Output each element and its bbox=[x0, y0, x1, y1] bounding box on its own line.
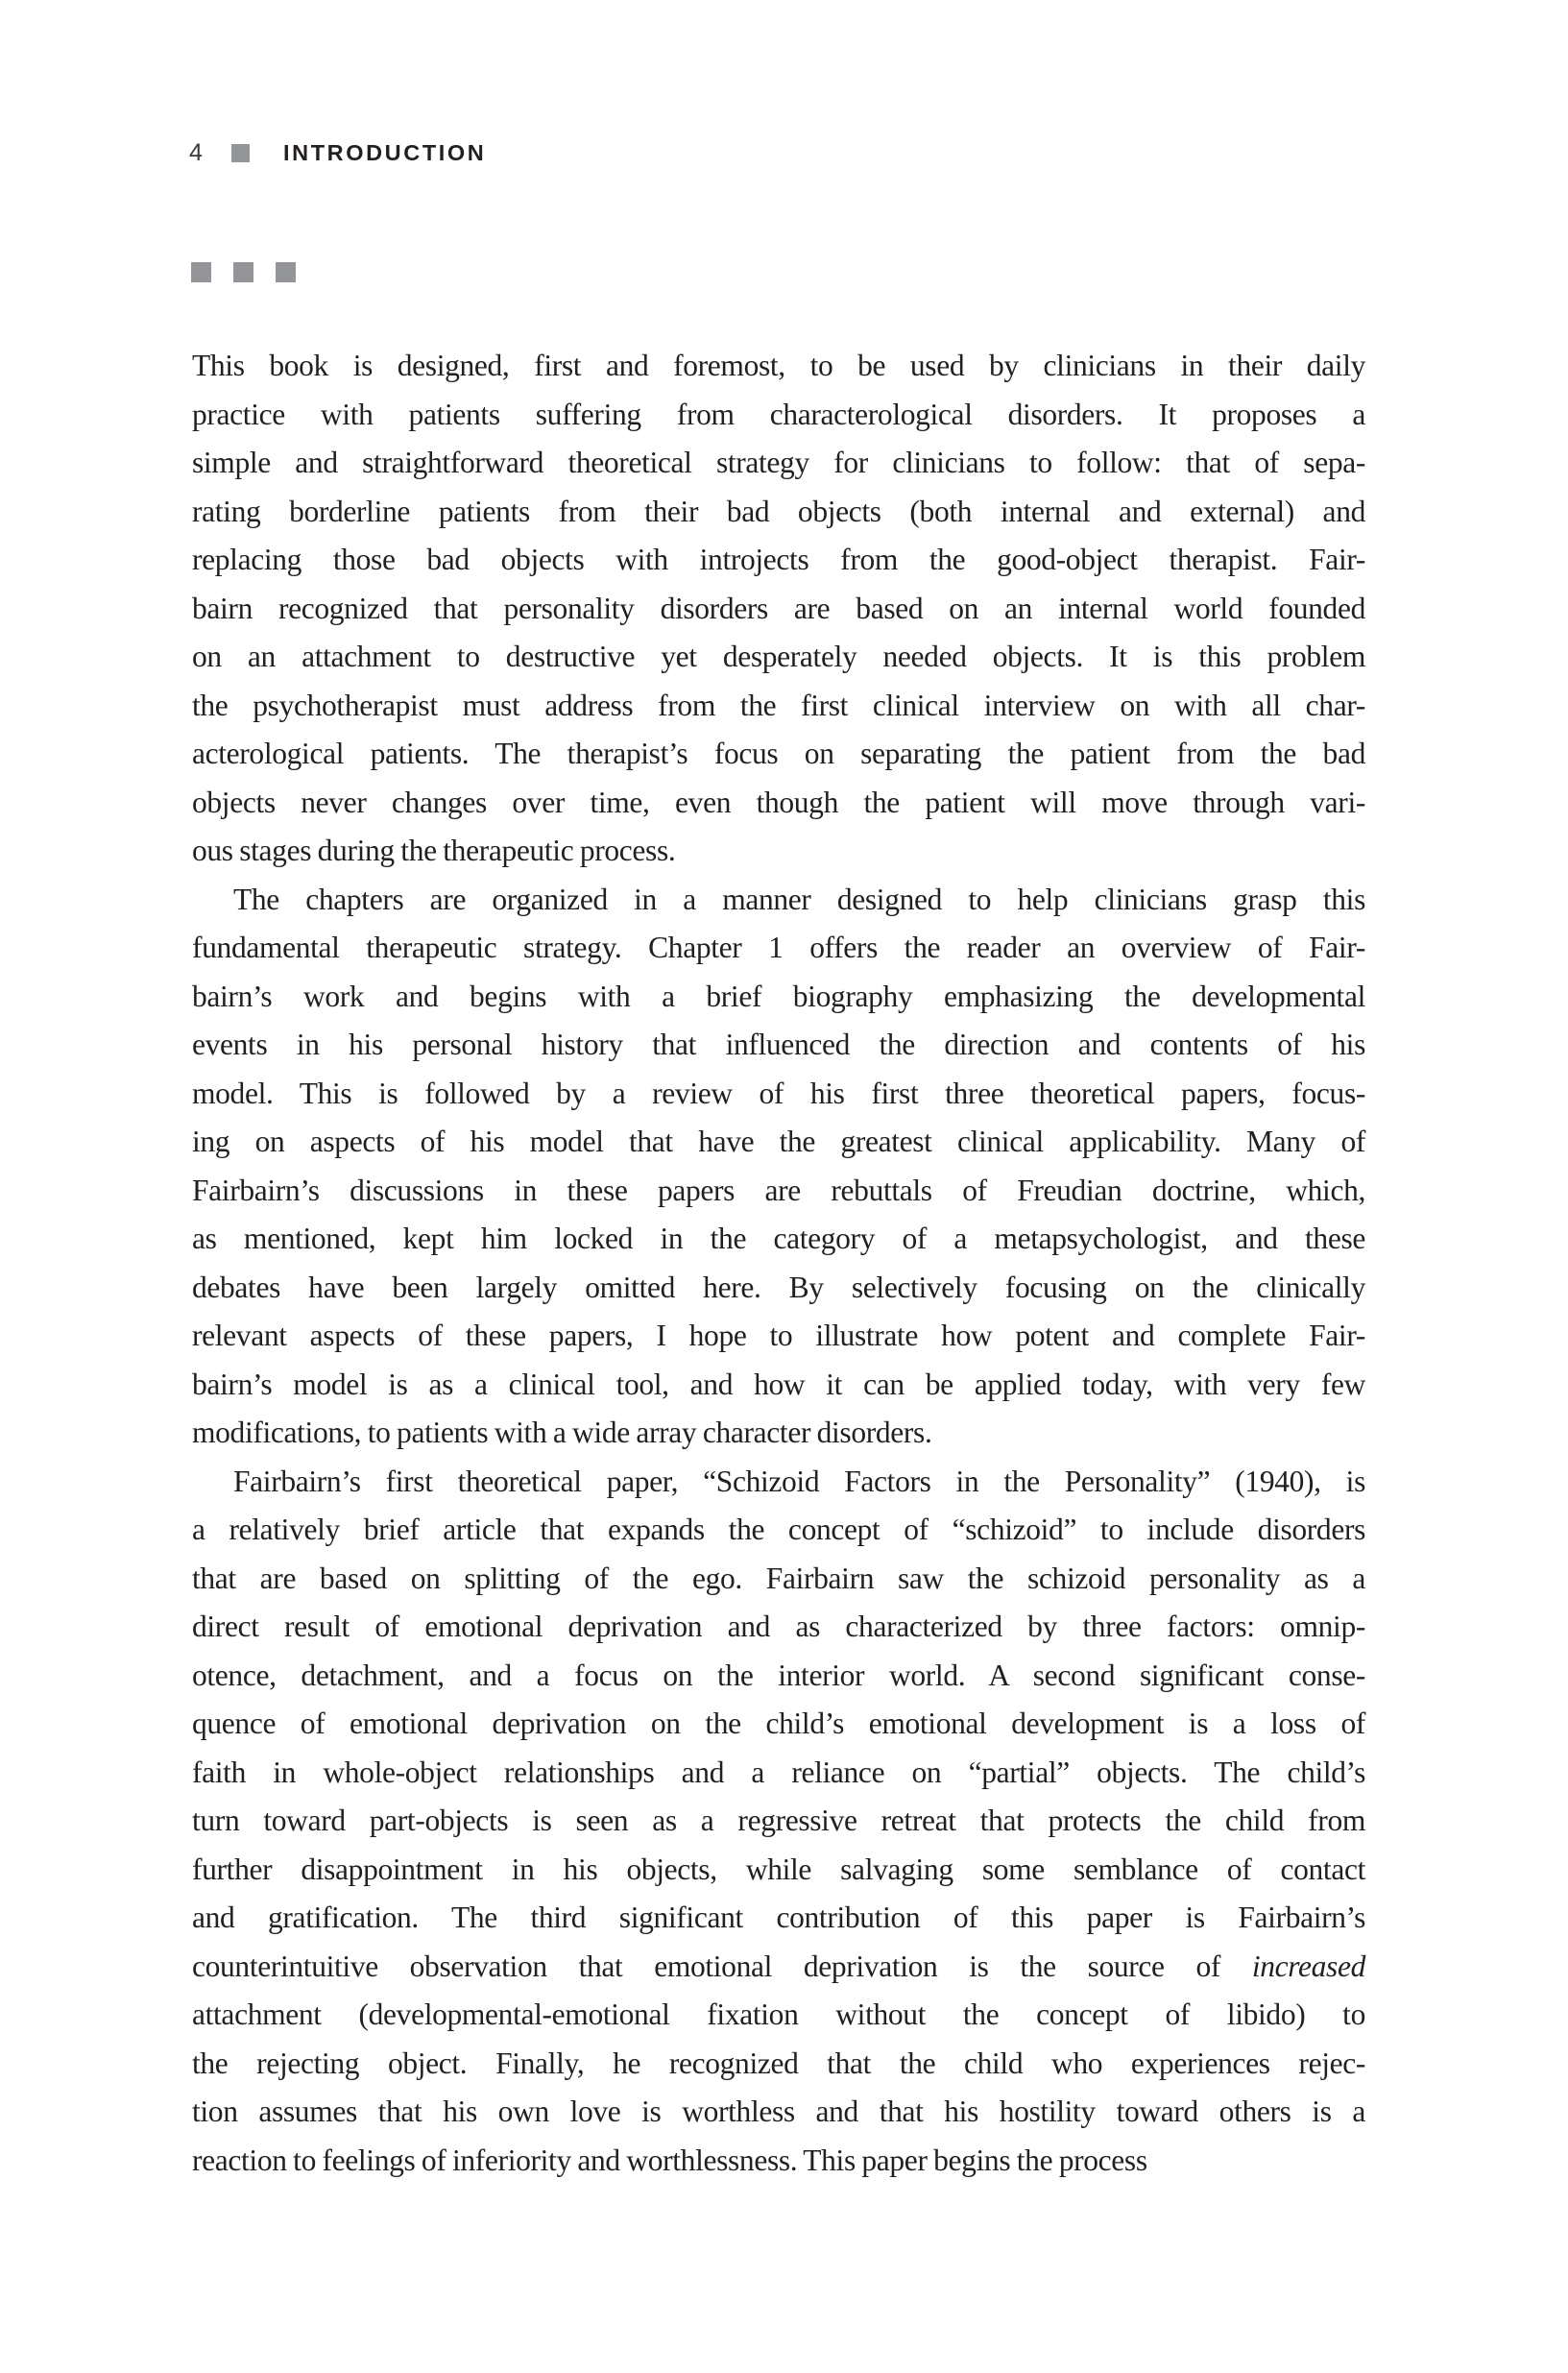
text-line bbox=[192, 1409, 1365, 1458]
text-line bbox=[192, 1555, 1365, 1604]
text-fragment: on an attachment to destructive yet desperately needed objects. It is this problem bbox=[192, 640, 1365, 673]
text-line bbox=[192, 1312, 1365, 1361]
text-fragment: counterintuitive observation that emotional deprivation is the source of bbox=[192, 1949, 1252, 1983]
text-line bbox=[192, 827, 1365, 876]
text-fragment: simple and straightforward theoretical strategy for clinicians to follow: that of sepa- bbox=[192, 446, 1365, 479]
text-fragment: the psychotherapist must address from the first clinical interview on with all char- bbox=[192, 688, 1365, 722]
running-head bbox=[189, 137, 486, 168]
text-line bbox=[192, 1458, 1365, 1507]
text-fragment: as mentioned, kept him locked in the category of a metapsychologist, and these bbox=[192, 1222, 1365, 1255]
text-fragment: ing on aspects of his model that have the greatest clinical applicability. Many of bbox=[192, 1125, 1365, 1158]
text-fragment: This book is designed, first and foremost, to be used by clinicians in their daily bbox=[192, 349, 1365, 382]
text-fragment: tion assumes that his own love is worthless and that his hostility toward others is a bbox=[192, 2095, 1365, 2128]
gray-square-icon bbox=[233, 262, 253, 282]
text-line bbox=[192, 1070, 1365, 1119]
section-break-ornament bbox=[191, 262, 296, 282]
text-fragment: practice with patients suffering from characterological disorders. It proposes a bbox=[192, 397, 1365, 431]
gray-square-icon bbox=[276, 262, 296, 282]
text-line bbox=[192, 1894, 1365, 1943]
text-line bbox=[192, 1215, 1365, 1264]
text-line bbox=[192, 1603, 1365, 1652]
text-fragment: direct result of emotional deprivation and as characterized by three factors: omnip- bbox=[192, 1610, 1365, 1643]
text-fragment: events in his personal history that influenced the direction and contents of his bbox=[192, 1028, 1365, 1061]
text-fragment: acterological patients. The therapist’s focus on separating the patient from the bad bbox=[192, 737, 1365, 770]
text-line bbox=[192, 730, 1365, 779]
text-fragment: that are based on splitting of the ego. Fairbairn saw the schizoid personality as a bbox=[192, 1561, 1365, 1595]
text-fragment: Fairbairn’s discussions in these papers are rebuttals of Freudian doctrine, which, bbox=[192, 1173, 1365, 1207]
text-line bbox=[192, 342, 1365, 391]
text-fragment: relevant aspects of these papers, I hope to illustrate how potent and complete Fair- bbox=[192, 1319, 1365, 1352]
page-number: 4 bbox=[189, 139, 203, 166]
text-fragment: a relatively brief article that expands the concept of “schizoid” to include disorders bbox=[192, 1513, 1365, 1546]
text-line bbox=[192, 1361, 1365, 1410]
text-fragment: and gratification. The third significant contribution of this paper is Fairbairn’s bbox=[192, 1901, 1365, 1934]
text-fragment: otence, detachment, and a focus on the interior world. A second significant conse- bbox=[192, 1658, 1365, 1692]
text-line bbox=[192, 439, 1365, 488]
text-line bbox=[192, 1506, 1365, 1555]
text-line bbox=[192, 973, 1365, 1022]
text-line bbox=[192, 876, 1365, 925]
text-line bbox=[192, 488, 1365, 537]
body-text bbox=[192, 342, 1365, 2185]
text-fragment: bairn recognized that personality disorders are based on an internal world founded bbox=[192, 591, 1365, 625]
text-line bbox=[192, 1943, 1365, 1992]
text-line bbox=[192, 2137, 1365, 2186]
text-line bbox=[192, 1118, 1365, 1167]
text-fragment: debates have been largely omitted here. By selectively focusing on the clinically bbox=[192, 1270, 1365, 1304]
text-line bbox=[192, 1021, 1365, 1070]
text-line bbox=[192, 585, 1365, 634]
text-line bbox=[192, 391, 1365, 440]
text-line bbox=[192, 1264, 1365, 1313]
text-fragment: fundamental therapeutic strategy. Chapter 1 offers the reader an overview of Fair- bbox=[192, 931, 1365, 964]
text-line bbox=[192, 1167, 1365, 1216]
text-fragment: attachment (developmental-emotional fixation without the concept of libido) to bbox=[192, 1998, 1365, 2031]
emphasized-text: increased bbox=[1251, 1949, 1365, 1983]
text-fragment: replacing those bad objects with introjects from the good-object therapist. Fair- bbox=[192, 543, 1365, 576]
paragraph bbox=[192, 1458, 1365, 2186]
text-line bbox=[192, 536, 1365, 585]
gray-square-icon bbox=[191, 262, 211, 282]
text-line bbox=[192, 1652, 1365, 1701]
text-fragment: model. This is followed by a review of his first three theoretical papers, focus- bbox=[192, 1076, 1365, 1110]
text-fragment: reaction to feelings of inferiority and worthlessness. This paper begins the process bbox=[192, 2143, 1147, 2177]
paragraph bbox=[192, 876, 1365, 1458]
text-line bbox=[192, 1797, 1365, 1846]
text-fragment: quence of emotional deprivation on the child’s emotional development is a loss of bbox=[192, 1707, 1365, 1740]
gray-square-separator-icon bbox=[231, 144, 250, 162]
text-fragment: modifications, to patients with a wide array character disorders. bbox=[192, 1416, 932, 1449]
text-fragment: ous stages during the therapeutic process. bbox=[192, 834, 676, 867]
text-fragment: further disappointment in his objects, while salvaging some semblance of contact bbox=[192, 1852, 1365, 1886]
text-fragment: rating borderline patients from their bad objects (both internal and external) and bbox=[192, 494, 1365, 528]
text-fragment: objects never changes over time, even though the patient will move through vari- bbox=[192, 785, 1365, 819]
paragraph bbox=[192, 342, 1365, 876]
text-line bbox=[192, 779, 1365, 828]
text-line bbox=[192, 2040, 1365, 2089]
text-line bbox=[192, 924, 1365, 973]
text-line bbox=[192, 1700, 1365, 1749]
text-fragment: bairn’s model is as a clinical tool, and how it can be applied today, with very few bbox=[192, 1367, 1365, 1401]
text-fragment: turn toward part-objects is seen as a regressive retreat that protects the child from bbox=[192, 1804, 1365, 1837]
text-line bbox=[192, 1749, 1365, 1798]
text-line bbox=[192, 1846, 1365, 1895]
section-title: INTRODUCTION bbox=[283, 140, 487, 165]
text-fragment: The chapters are organized in a manner designed to help clinicians grasp this bbox=[233, 882, 1365, 916]
text-fragment: bairn’s work and begins with a brief biography emphasizing the developmental bbox=[192, 979, 1365, 1013]
text-line bbox=[192, 2088, 1365, 2137]
text-fragment: Fairbairn’s first theoretical paper, “Schizoid Factors in the Personality” (1940), is bbox=[233, 1464, 1365, 1498]
text-fragment: faith in whole-object relationships and a reliance on “partial” objects. The child’s bbox=[192, 1755, 1365, 1789]
text-line bbox=[192, 1991, 1365, 2040]
text-fragment: the rejecting object. Finally, he recognized that the child who experiences rejec- bbox=[192, 2046, 1365, 2080]
text-line bbox=[192, 682, 1365, 731]
text-line bbox=[192, 633, 1365, 682]
